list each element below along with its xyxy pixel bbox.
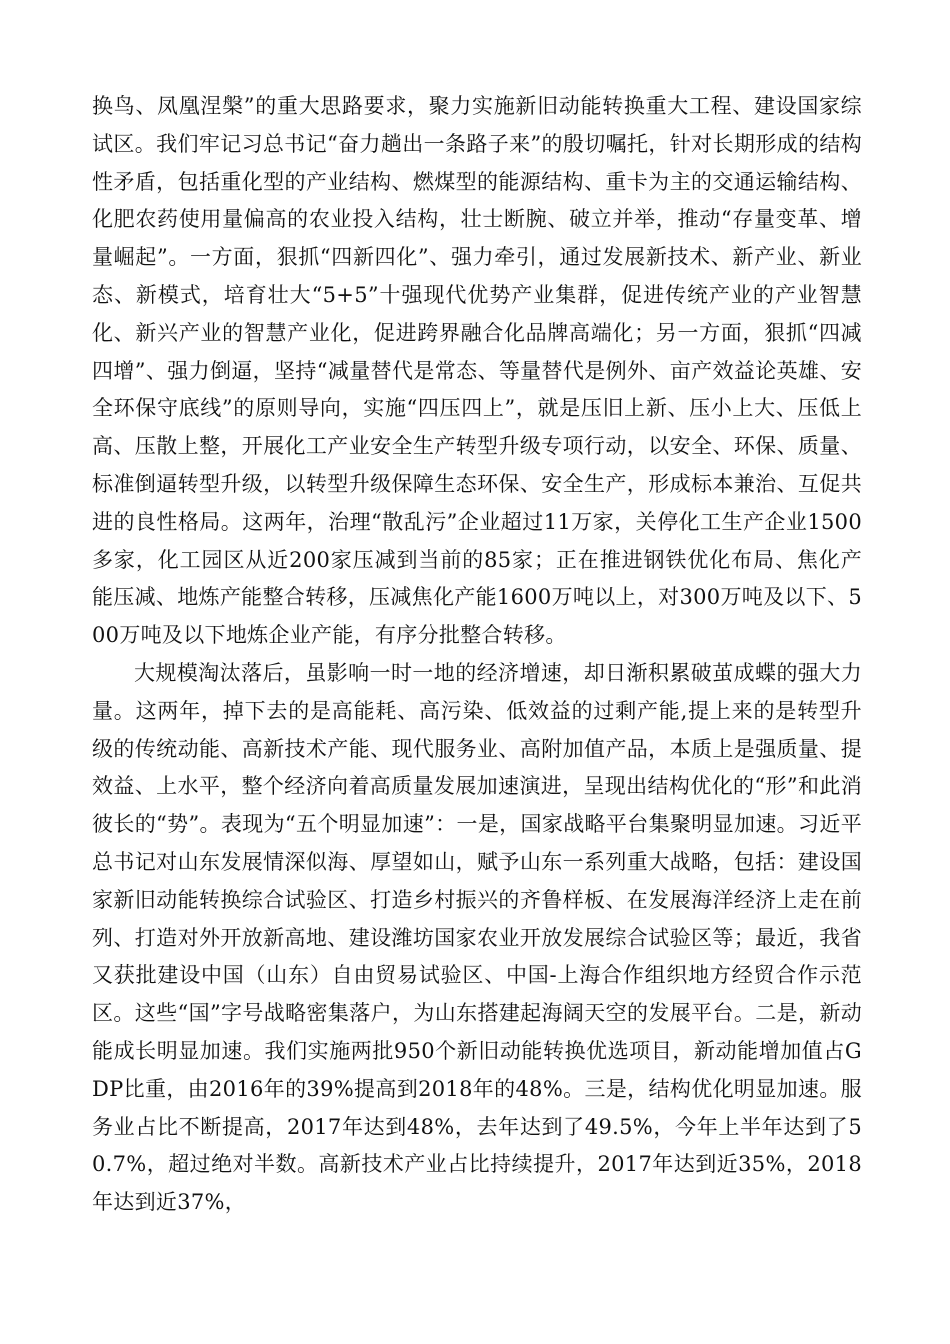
paragraph-1: 换鸟、凤凰涅槃”的重大思路要求，聚力实施新旧动能转换重大工程、建设国家综试区。我们牢记习总书记“奋力趟出一条路子来”的殷切嘱托，针对长期形成的结构性矛盾，包括重化型的产业结构、燃煤型的能源结构、重卡为主的交通运输结构、化肥农药使用量偏高的农业投入结构，壮士断腕、破立并举，推动“存量变革、增量崛起”。一方面，狠抓“四新四化”、强力牵引，通过发展新技术、新产业、新业态、新模式，培育壮大“5+5”十强现代优势产业集群，促进传统产业的产业智慧化、新兴产业的智慧产业化，促进跨界融合化品牌高端化；另一方面，狠抓“四减四增”、强力倒逼，坚持“减量替代是常态、等量替代是例外、亩产效益论英雄、安全环保守底线”的原则导向，实施“四压四上”，就是压旧上新、压小上大、压低上高、压散上整，开展化工产业安全生产转型升级专项行动，以安全、环保、质量、标准倒逼转型升级，以转型升级保障生态环保、安全生产，形成标本兼治、互促共进的良性格局。这两年，治理“散乱污”企业超过11万家，关停化工生产企业1500多家，化工园区从近200家压减到当前的85家；正在推进钢铁优化布局、焦化产能压减、地炼产能整合转移，压减焦化产能1600万吨以上，对300万吨及以下、500万吨及以下地炼企业产能，有序分批整合转移。 — [92, 94, 862, 648]
paragraph-2: 大规模淘汰落后，虽影响一时一地的经济增速，却日渐积累破茧成蝶的强大力量。这两年，掉下去的是高能耗、高污染、低效益的过剩产能,提上来的是转型升级的传统动能、高新技术产能、现代服务业、高附加值产品，本质上是强质量、提效益、上水平，整个经济向着高质量发展加速演进，呈现出结构优化的“形”和此消彼长的“势”。表现为“五个明显加速”：一是，国家战略平台集聚明显加速。习近平总书记对山东发展情深似海、厚望如山，赋予山东一系列重大战略，包括：建设国家新旧动能转换综合试验区、打造乡村振兴的齐鲁样板、在发展海洋经济上走在前列、打造对外开放新高地、建设潍坊国家农业开放发展综合试验区等；最近，我省又获批建设中国（山东）自由贸易试验区、中国-上海合作组织地方经贸合作示范区。这些“国”字号战略密集落户，为山东搭建起海阔天空的发展平台。二是，新动能成长明显加速。我们实施两批950个新旧动能转换优选项目，新动能增加值占GDP比重，由2016年的39%提高到2018年的48%。三是，结构优化明显加速。服务业占比不断提高，2017年达到48%，去年达到了49.5%，今年上半年达到了50.7%，超过绝对半数。高新技术产业占比持续提升，2017年达到近35%，2018年达到近37%， — [92, 660, 862, 1215]
document-page — [92, 88, 862, 1222]
